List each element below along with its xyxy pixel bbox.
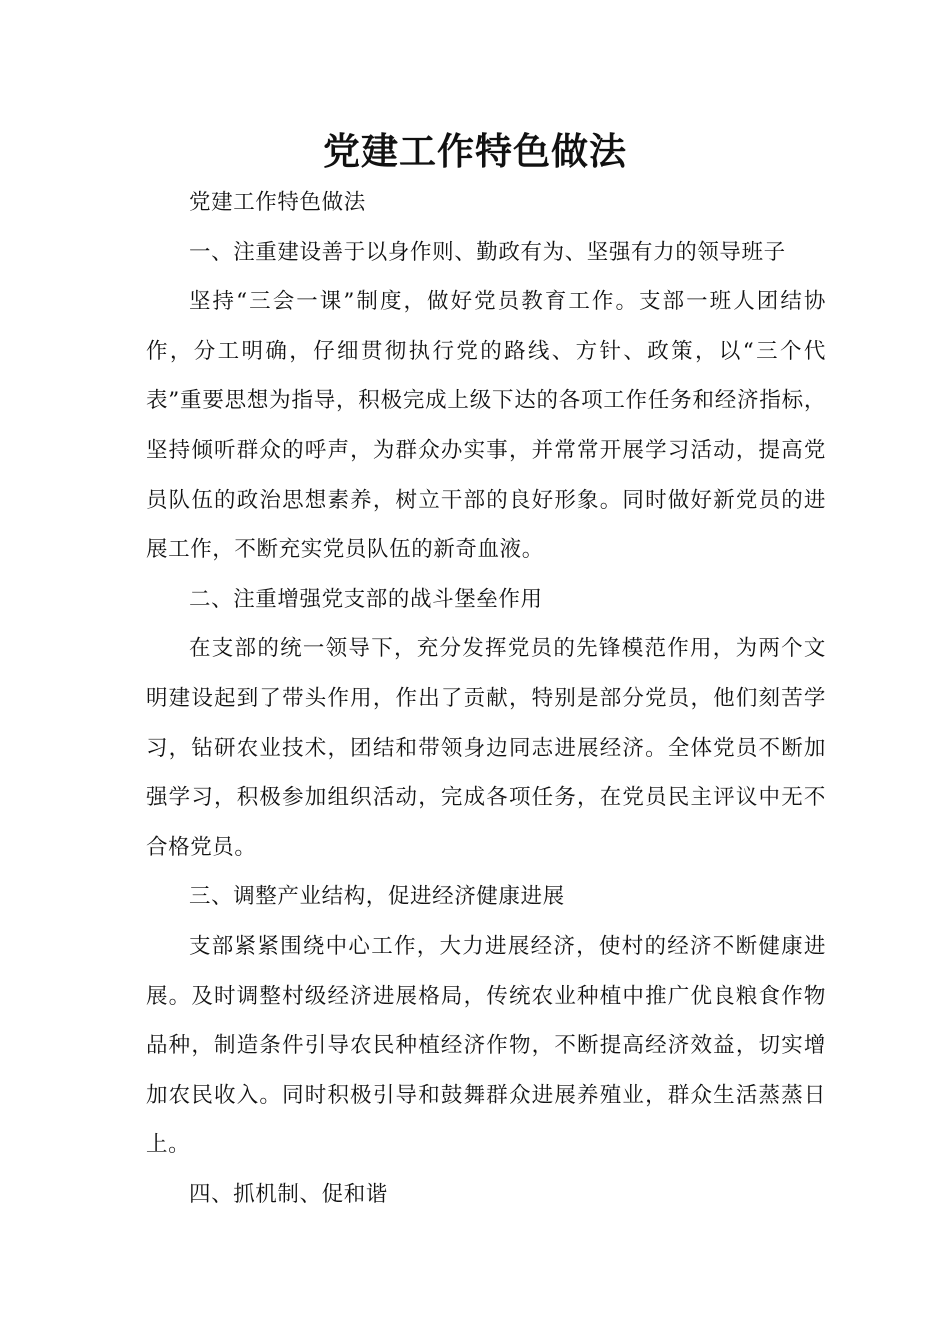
section-heading-3: 三、调整产业结构，促进经济健康进展 <box>189 884 565 910</box>
section-heading-1: 一、注重建设善于以身作则、勤政有为、坚强有力的领导班子 <box>189 239 786 265</box>
paragraph-3: 支部紧紧围绕中心工作，大力进展经济，使村的经济不断健康进展。及时调整村级经济进展格局，传统农业种植中推广优良粮食作物品种，制造条件引导农民种植经济作物，不断提高经济效益，切实增加农民收入。同时积极引导和鼓舞群众进展养殖业，群众生活蒸蒸日上。 <box>146 933 826 1158</box>
paragraph-subtitle: 党建工作特色做法 <box>189 190 366 215</box>
paragraph-2: 在支部的统一领导下，充分发挥党员的先锋模范作用，为两个文明建设起到了带头作用，作出了贡献，特别是部分党员，他们刻苦学习，钻研农业技术，团结和带领身边同志进展经济。全体党员不断加强学习，积极参加组织活动，完成各项任务，在党员民主评议中无不合格党员。 <box>146 636 826 860</box>
page-title: 党建工作特色做法 <box>323 130 627 173</box>
document-body <box>146 178 826 1219</box>
section-heading-2: 二、注重增强党支部的战斗堡垒作用 <box>189 586 543 612</box>
paragraph-1: 坚持“三会一课”制度，做好党员教育工作。支部一班人团结协作，分工明确，仔细贯彻执行党的路线、方针、政策，以“三个代表”重要思想为指导，积极完成上级下达的各项工作任务和经济指标，坚持倾听群众的呼声，为群众办实事，并常常开展学习活动，提高党员队伍的政治思想素养，树立干部的良好形象。同时做好新党员的进展工作，不断充实党员队伍的新奇血液。 <box>146 289 826 563</box>
section-heading-4: 四、抓机制、促和谐 <box>189 1181 388 1207</box>
